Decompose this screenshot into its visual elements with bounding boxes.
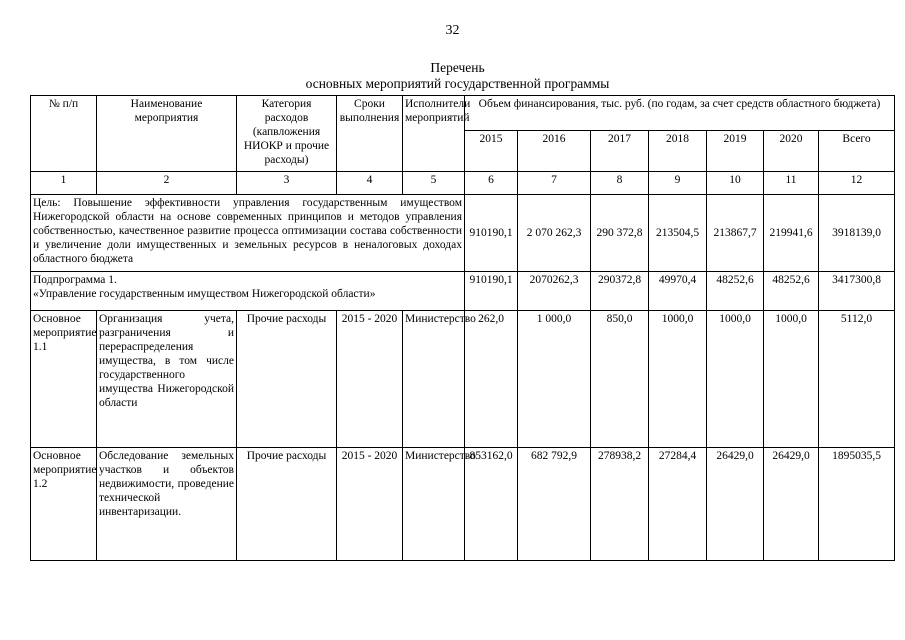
measure-value-2018: 1000,0 [649, 311, 707, 448]
table-row [31, 448, 895, 561]
measure-terms: 2015 - 2020 [337, 448, 403, 561]
year-2019: 2019 [707, 131, 764, 172]
column-number: 5 [403, 172, 465, 195]
column-number: 7 [518, 172, 591, 195]
measure-value-2017: 278938,2 [591, 448, 649, 561]
goal-value-2015: 910190,1 [465, 195, 518, 272]
header-financing: Объем финансирования, тыс. руб. (по годам, за счет средств областного бюджета) [465, 96, 895, 131]
title-line-2: основных мероприятий государственной программы [305, 76, 610, 91]
goal-row [31, 195, 895, 272]
document-title [230, 60, 685, 92]
header-category: Категория расходов (капвложения НИОКР и прочие расходы) [237, 96, 337, 172]
measure-value-2015: 853162,0 [465, 448, 518, 561]
measure-name: Организация учета, разграничения и перераспределения имущества, в том числе государственного имущества Нижегородской области [97, 311, 237, 448]
measure-value-2015: 262,0 [465, 311, 518, 448]
column-number: 2 [97, 172, 237, 195]
subprogram-value-2015: 910190,1 [465, 272, 518, 311]
subprogram-value-2017: 290372,8 [591, 272, 649, 311]
column-number: 8 [591, 172, 649, 195]
measure-category: Прочие расходы [237, 448, 337, 561]
measure-value-2017: 850,0 [591, 311, 649, 448]
subprogram-title [31, 272, 465, 311]
column-number: 11 [764, 172, 819, 195]
measure-number: Основное мероприятие 1.2 [31, 448, 97, 561]
measure-number: Основное мероприятие 1.1 [31, 311, 97, 448]
measure-value-2019: 26429,0 [707, 448, 764, 561]
measures-table [30, 95, 895, 561]
subprogram-value-2020: 48252,6 [764, 272, 819, 311]
subprogram-row [31, 272, 895, 311]
goal-text: Цель: Повышение эффективности управления государственным имуществом Нижегородской области на основе современных принципов и методов управления собственностью, качественное развитие процесса оптимизации состава собственности и увеличение доли имущественных и земельных ресурсов в неналоговых доходах областного бюджета [31, 195, 465, 272]
header-num: № п/п [31, 96, 97, 172]
goal-value-2019: 213867,7 [707, 195, 764, 272]
measure-executor: Министерство [403, 311, 465, 448]
column-numbers-row [31, 172, 895, 195]
measure-name: Обследование земельных участков и объектов недвижимости, проведение технической инвентаризации. [97, 448, 237, 561]
measure-value-2018: 27284,4 [649, 448, 707, 561]
subprogram-value-2019: 48252,6 [707, 272, 764, 311]
column-number: 9 [649, 172, 707, 195]
measure-value-total: 5112,0 [819, 311, 895, 448]
measure-value-2019: 1000,0 [707, 311, 764, 448]
subprogram-line-2: «Управление государственным имуществом Нижегородской области» [33, 288, 376, 300]
page-number: 32 [445, 23, 460, 38]
year-2020: 2020 [764, 131, 819, 172]
year-2017: 2017 [591, 131, 649, 172]
header-name: Наименование мероприятия [97, 96, 237, 172]
column-number: 1 [31, 172, 97, 195]
header-terms: Сроки выполнения [337, 96, 403, 172]
measure-value-2020: 26429,0 [764, 448, 819, 561]
title-line-1: Перечень [430, 60, 485, 75]
goal-value-2017: 290 372,8 [591, 195, 649, 272]
goal-value-total: 3918139,0 [819, 195, 895, 272]
column-number: 3 [237, 172, 337, 195]
measure-executor: Министерство [403, 448, 465, 561]
header-row-1 [31, 96, 895, 131]
measure-value-2016: 682 792,9 [518, 448, 591, 561]
year-2016: 2016 [518, 131, 591, 172]
measure-terms: 2015 - 2020 [337, 311, 403, 448]
year-2018: 2018 [649, 131, 707, 172]
measure-category: Прочие расходы [237, 311, 337, 448]
measure-value-total: 1895035,5 [819, 448, 895, 561]
goal-value-2020: 219941,6 [764, 195, 819, 272]
header-executors: Исполнители мероприятий [403, 96, 465, 172]
measure-value-2020: 1000,0 [764, 311, 819, 448]
subprogram-value-total: 3417300,8 [819, 272, 895, 311]
column-number: 4 [337, 172, 403, 195]
goal-value-2018: 213504,5 [649, 195, 707, 272]
column-number: 10 [707, 172, 764, 195]
column-number: 12 [819, 172, 895, 195]
year-total: Всего [819, 131, 895, 172]
year-2015: 2015 [465, 131, 518, 172]
goal-value-2016: 2 070 262,3 [518, 195, 591, 272]
subprogram-value-2016: 2070262,3 [518, 272, 591, 311]
table-row [31, 311, 895, 448]
measure-value-2016: 1 000,0 [518, 311, 591, 448]
subprogram-value-2018: 49970,4 [649, 272, 707, 311]
column-number: 6 [465, 172, 518, 195]
subprogram-line-1: Подпрограмма 1. [33, 274, 117, 286]
